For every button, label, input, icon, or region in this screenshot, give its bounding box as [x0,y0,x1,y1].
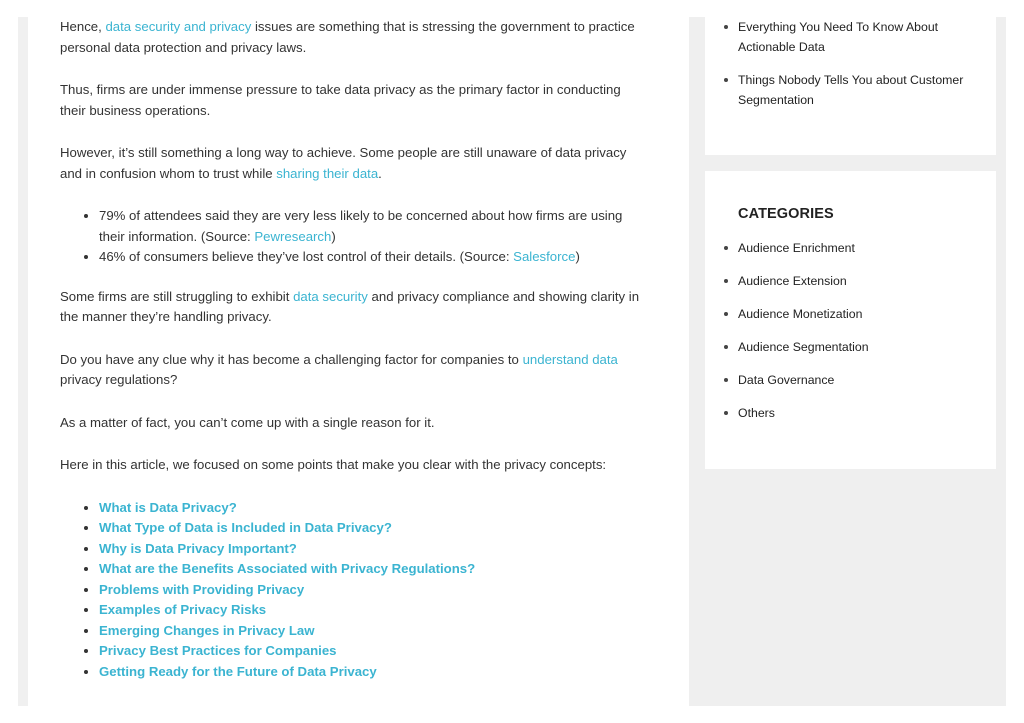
toc-link-data-types[interactable]: What Type of Data is Included in Data Privacy? [99,520,392,535]
toc-link-best-practices[interactable]: Privacy Best Practices for Companies [99,643,337,658]
toc-link-changes-law[interactable]: Emerging Changes in Privacy Law [99,622,315,638]
recent-posts-widget [705,17,996,155]
toc-item [99,580,650,601]
category-link[interactable]: Data Governance [738,373,835,387]
toc-item [99,539,650,560]
category-item[interactable] [705,370,996,390]
recent-post-item[interactable] [705,17,978,57]
category-item[interactable] [705,304,996,324]
data-security-link[interactable]: data security [293,288,368,304]
salesforce-link[interactable]: Salesforce [513,249,576,264]
toc-item [99,559,650,580]
category-link[interactable]: Audience Segmentation [738,340,869,354]
article-body [60,17,650,701]
categories-list [705,238,996,423]
category-item[interactable] [705,271,996,291]
recent-posts-list [705,17,996,110]
stat-item: • 79% of attendees said they are very less likely to be concerned about how firms are using their information. (Source: Pewresearch) [99,206,650,247]
category-item[interactable] [705,238,996,258]
recent-post-link[interactable]: Things Nobody Tells You about Customer Segmentation [738,73,964,107]
recent-post-link[interactable]: Everything You Need To Know About Actionable Data [738,20,939,54]
category-link[interactable]: Audience Monetization [738,307,863,321]
toc-item [99,518,650,539]
category-link[interactable]: Audience Extension [738,274,847,288]
stats-list [60,206,650,268]
table-of-contents [60,498,650,683]
toc-link-future[interactable]: Getting Ready for the Future of Data Privacy [99,663,377,679]
categories-heading: CATEGORIES [738,206,834,222]
toc-item [99,498,650,519]
toc-item [99,621,650,642]
sharing-their-data-link[interactable]: sharing their data [276,165,379,181]
paragraph-4: Some firms are still struggling to exhibit data security and privacy compliance and showing clarity in the manner they’re handling privacy. [60,288,640,324]
stat-item: • 46% of consumers believe they’ve lost control of their details. (Source: Salesforce) [99,247,650,268]
paragraph-3: However, it’s still something a long way to achieve. Some people are still unaware of data privacy and in confusion whom to trust while sharing their data. [60,145,627,181]
category-item[interactable] [705,403,996,423]
toc-item [99,662,650,683]
category-link[interactable]: Others [738,406,775,420]
left-gutter [18,17,28,706]
category-item[interactable] [705,337,996,357]
toc-item [99,641,650,662]
paragraph-7: Here in this article, we focused on some points that make you clear with the privacy concepts: [60,457,607,472]
toc-link-benefits[interactable]: What are the Benefits Associated with Privacy Regulations? [99,561,476,576]
toc-item [99,600,650,621]
toc-link-problems[interactable]: Problems with Providing Privacy [99,581,305,597]
category-link[interactable]: Audience Enrichment [738,241,855,255]
toc-link-why-important[interactable]: Why is Data Privacy Important? [99,540,297,556]
categories-widget [705,171,996,469]
data-security-privacy-link[interactable]: data security and privacy [105,19,252,34]
paragraph-2: Thus, firms are under immense pressure to take data privacy as the primary factor in conducting their business operations. [60,82,621,118]
paragraph-5: Do you have any clue why it has become a challenging factor for companies to understand data privacy regulations? [60,351,618,387]
pewresearch-link[interactable]: Pewresearch [254,228,332,244]
toc-link-risks[interactable]: Examples of Privacy Risks [99,602,267,617]
paragraph-1: Hence, data security and privacy issues are something that is stressing the government to practice personal data protection and privacy laws. [60,19,635,55]
toc-link-what-is-data-privacy[interactable]: What is Data Privacy? [99,499,237,515]
paragraph-6: As a matter of fact, you can’t come up with a single reason for it. [60,414,435,430]
understand-data-link[interactable]: understand data [522,351,618,367]
recent-post-item[interactable] [705,70,978,110]
